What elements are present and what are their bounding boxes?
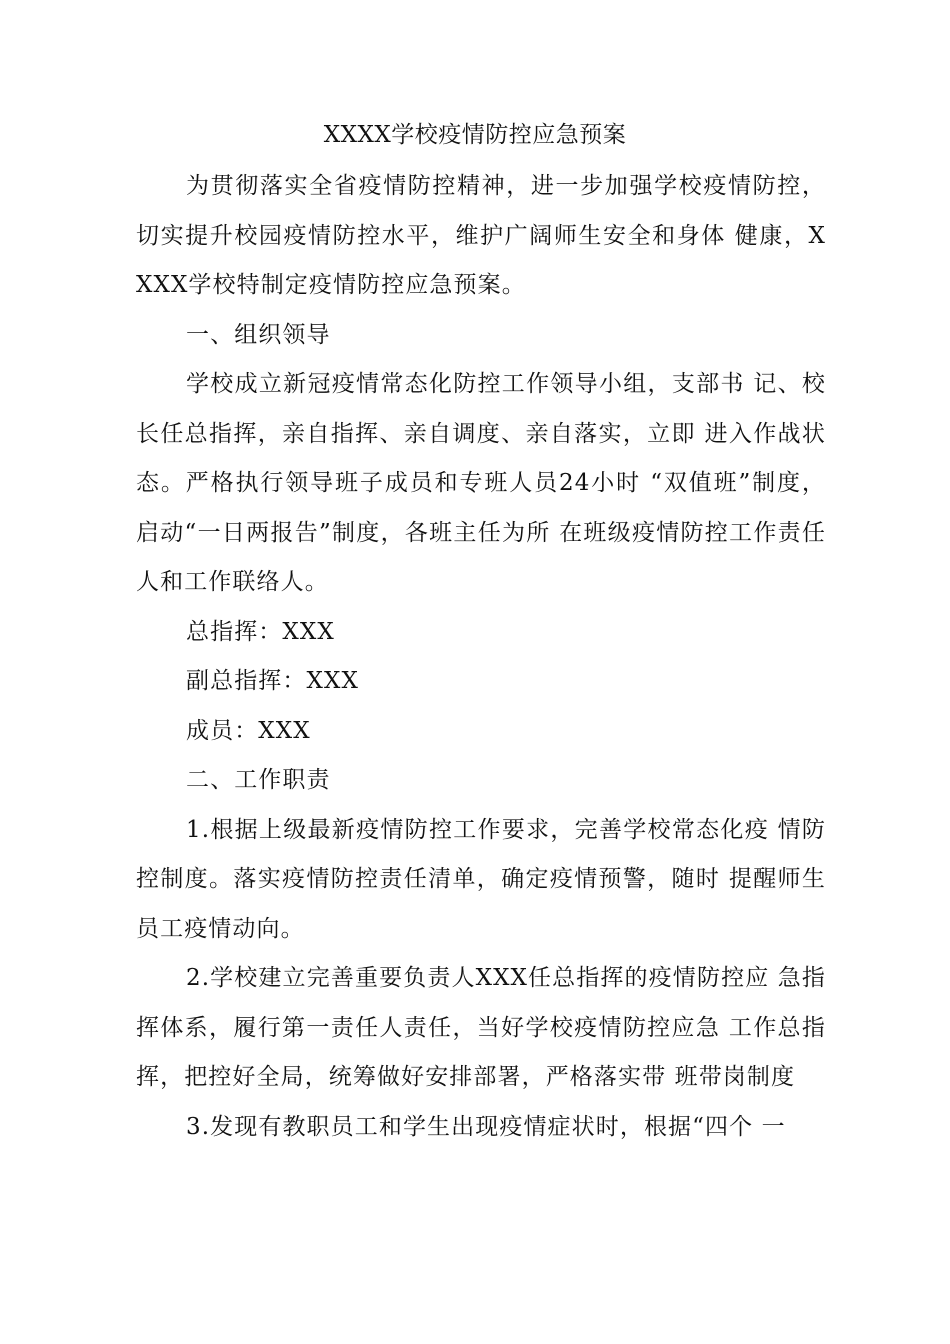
members-line: 成员：XXX <box>186 717 311 744</box>
section-heading-duties: 二、工作职责 <box>186 767 331 793</box>
duty-item-1: 1.根据上级最新疫情防控工作要求，完善学校常态化疫 情防控制度。落实疫情防控责任清单，确定疫情预警，随时 提醒师生员工疫情动向。 <box>136 816 826 942</box>
duty-item-2: 2.学校建立完善重要负责人XXX任总指挥的疫情防控应 急指挥体系，履行第一责任人责任，当好学校疫情防控应急 工作总指挥，把控好全局，统筹做好安排部署，严格落实带 班带岗制度 <box>136 965 826 1090</box>
section-heading-organization: 一、组织领导 <box>186 321 331 348</box>
duty-item-3: 3.发现有教职员工和学生出现疫情症状时，根据“四个 一 <box>186 1113 786 1140</box>
paragraph-organization: 学校成立新冠疫情常态化防控工作领导小组，支部书 记、校长任总指挥，亲自指挥、亲自调度、亲自落实，立即 进入作战状态。严格执行领导班子成员和专班人员24小时 “双值班”制度，启动“一日两报告”制度，各班主任为所 在班级疫情防控工作责任人和工作联络人。 <box>136 371 826 595</box>
document-body <box>136 162 826 1152</box>
paragraph-intro: 为贯彻落实全省疫情防控精神，进一步加强学校疫情防控，切实提升校园疫情防控水平，维护广阔师生安全和身体 健康，XXXX学校特制定疫情防控应急预案。 <box>136 173 826 298</box>
commander-line: 总指挥：XXX <box>186 618 335 645</box>
document-title: XXXX学校疫情防控应急预案 <box>323 122 627 148</box>
deputy-commander-line: 副总指挥：XXX <box>186 668 359 694</box>
